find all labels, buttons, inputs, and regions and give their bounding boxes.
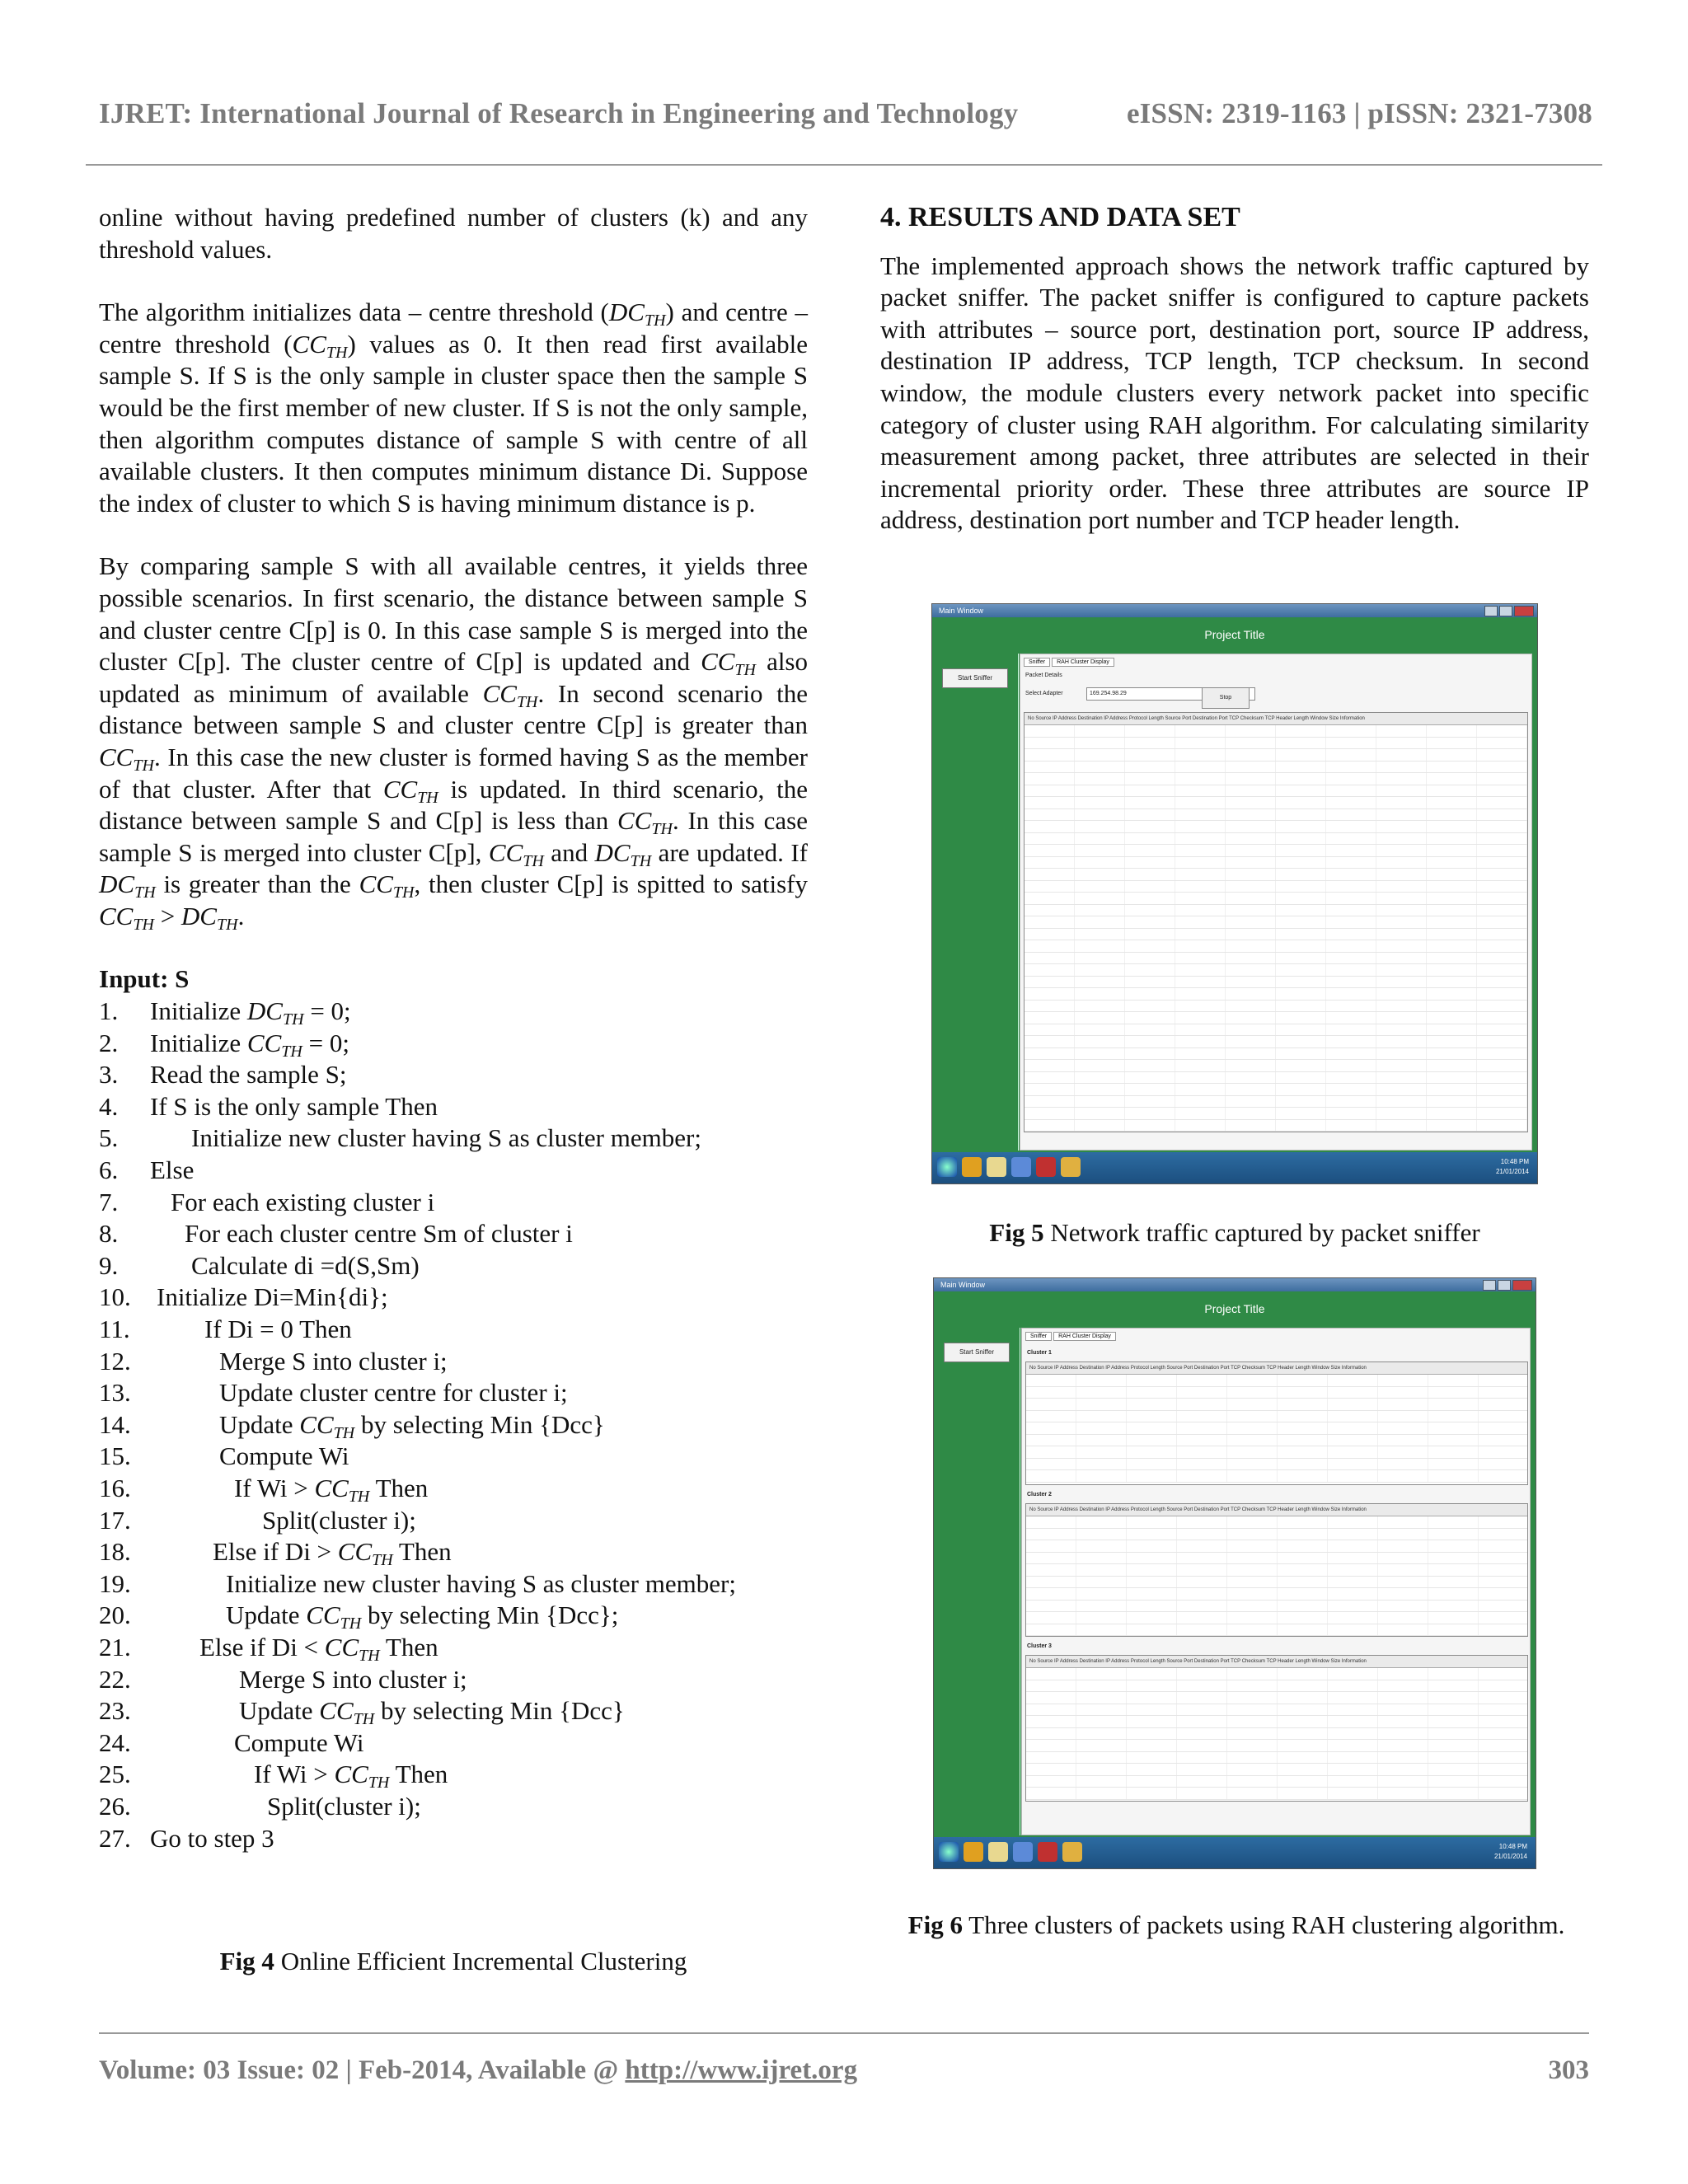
table-row — [1025, 881, 1527, 893]
table-row — [1026, 1435, 1527, 1447]
cluster-1-table — [1025, 1361, 1528, 1485]
cluster-2-label: Cluster 2 — [1027, 1492, 1052, 1497]
table-row — [1025, 797, 1527, 809]
algorithm-step: 3. Read the sample S; — [99, 1060, 347, 1090]
folder-icon — [988, 1842, 1008, 1862]
select-adapter-label: Select Adapter — [1025, 691, 1063, 696]
paragraph-1: online without having predefined number of clusters (k) and any threshold values. — [99, 203, 808, 264]
table-row — [1026, 1387, 1527, 1399]
table-row — [1025, 1120, 1527, 1132]
table-row — [1025, 1072, 1527, 1085]
table-row — [1026, 1601, 1527, 1613]
table-row — [1026, 1692, 1527, 1704]
fig6-screenshot — [933, 1277, 1536, 1869]
pdf-icon — [1038, 1842, 1057, 1862]
tab-sniffer[interactable]: Sniffer — [1025, 1332, 1052, 1341]
algorithm-step: 17. Split(cluster i); — [99, 1505, 416, 1535]
cluster-table-header: No Source IP Address Destination IP Address Protocol Length Source Port Destination Port TCP Checksum TCP Header Length Window Size Information — [1026, 1362, 1527, 1375]
algorithm-step: 22. Merge S into cluster i; — [99, 1664, 467, 1694]
project-title: Project Title — [934, 1293, 1536, 1324]
start-sniffer-button[interactable]: Start Sniffer — [944, 1343, 1010, 1362]
fig6-caption: Fig 6 Three clusters of packets using RAH clustering algorithm. — [907, 1910, 1565, 1939]
table-row — [1026, 1470, 1527, 1483]
left-column — [99, 202, 808, 1854]
packet-details-label: Packet Details — [1025, 673, 1062, 678]
table-row — [1025, 1036, 1527, 1048]
cluster-table-header: No Source IP Address Destination IP Address Protocol Length Source Port Destination Port TCP Checksum TCP Header Length Window Size Information — [1026, 1504, 1527, 1516]
running-header — [99, 97, 1592, 130]
algorithm-step: 25. If $Wi > CC_{TH}$ Then — [99, 1760, 448, 1793]
start-sniffer-button[interactable]: Start Sniffer — [942, 668, 1008, 688]
page-number: 303 — [1548, 2055, 1589, 2085]
table-row — [1025, 1048, 1527, 1061]
running-footer — [99, 2055, 1589, 2086]
algorithm-step: 15. Compute Wi — [99, 1441, 349, 1471]
window-titlebar: Main Window — [934, 1278, 1536, 1291]
table-row — [1025, 1108, 1527, 1120]
minimize-icon — [1483, 1280, 1496, 1291]
table-row — [1025, 749, 1527, 762]
table-row — [1025, 964, 1527, 977]
table-row — [1025, 977, 1527, 989]
table-row — [1026, 1411, 1527, 1423]
algorithm-step: 18. Else if $Di > CC_{TH}$ Then — [99, 1537, 452, 1570]
results-paragraph: The implemented approach shows the network traffic captured by packet sniffer. The packet sniffer is configured to capture packets with attributes – source port, destination port, source IP address, destination IP address, TCP length, TCP checksum. In second window, the module clusters every network packet into specific category of cluster using RAH algorithm. For calculating similarity measurement among packet, three attributes are selected in their incremental priority order. These three attributes are source IP address, destination port number and TCP header length. — [880, 251, 1589, 535]
fig5-caption: Fig 5 Network traffic captured by packet sniffer — [989, 1218, 1480, 1247]
taskbar — [932, 1152, 1537, 1183]
table-row — [1025, 821, 1527, 833]
algorithm-step: 9. Calculate di =d(S,Sm) — [99, 1250, 420, 1280]
table-row — [1025, 1024, 1527, 1037]
cluster-3-table — [1025, 1655, 1528, 1802]
sniffer-panel — [935, 1328, 1020, 1835]
volume-info: Volume: 03 Issue: 02 | Feb-2014, Available @ http://www.ijret.org — [99, 2055, 858, 2085]
paragraph-2: The algorithm initializes data – centre threshold $(DC_{TH})$ and centre – centre threshold $(CC_{TH})$ values as 0. It then read first available sample S. If S is the only sample in cluster space then the sample S would be the first member of new cluster. If S is not the only sample, then algorithm computes distance of sample S with centre of all available clusters. It then computes minimum distance Di. Suppose the index of cluster to which S is having minimum distance is p. — [99, 298, 809, 518]
table-row — [1026, 1788, 1527, 1800]
table-row — [1025, 929, 1527, 941]
tab-rah-cluster[interactable]: RAH Cluster Display — [1053, 1332, 1116, 1341]
cluster-table-header: No Source IP Address Destination IP Address Protocol Length Source Port Destination Port TCP Checksum TCP Header Length Window Size Information — [1026, 1656, 1527, 1668]
taskbar — [934, 1837, 1536, 1868]
table-row — [1025, 905, 1527, 917]
tab-rah-cluster[interactable]: RAH Cluster Display — [1052, 658, 1114, 667]
journal-link[interactable]: http://www.ijret.org — [625, 2055, 858, 2085]
algorithm-step: 12. Merge S into cluster i; — [99, 1346, 448, 1376]
right-column — [880, 202, 1589, 537]
packet-table — [1024, 712, 1528, 1132]
table-row — [1026, 1446, 1527, 1459]
system-clock: 10:48 PM 21/01/2014 — [1495, 1158, 1529, 1175]
table-row — [1026, 1375, 1527, 1387]
table-row — [1025, 893, 1527, 905]
chrome-icon — [964, 1842, 983, 1862]
algorithm-step: 10. Initialize Di=Min{di}; — [99, 1282, 388, 1312]
table-row — [1026, 1399, 1527, 1411]
table-row — [1026, 1577, 1527, 1589]
table-row — [1025, 988, 1527, 1001]
table-row — [1025, 953, 1527, 965]
start-orb-icon — [937, 1157, 957, 1177]
table-row — [1026, 1553, 1527, 1565]
table-row — [1026, 1740, 1527, 1752]
document-icon — [1013, 1842, 1033, 1862]
algorithm-step: 6. Else — [99, 1155, 195, 1185]
table-row — [1026, 1728, 1527, 1741]
algorithm-step: 26. Split(cluster i); — [99, 1791, 421, 1821]
algorithm-step: 19. Initialize new cluster having S as cluster member; — [99, 1568, 736, 1598]
algorithm-listing — [99, 996, 808, 1854]
table-row — [1025, 1012, 1527, 1024]
algorithm-step: 14. Update $CC_{TH}$ by selecting Min {Dcc} — [99, 1409, 605, 1442]
window-titlebar: Main Window — [932, 604, 1537, 617]
table-row — [1025, 916, 1527, 929]
table-row — [1025, 857, 1527, 869]
table-row — [1026, 1752, 1527, 1765]
adapter-select[interactable]: 169.254.98.29 — [1086, 687, 1255, 701]
app-icon — [1062, 1842, 1082, 1862]
fig4-caption: Fig 4 Online Efficient Incremental Clustering — [219, 1947, 687, 1975]
table-row — [1026, 1776, 1527, 1788]
maximize-icon — [1498, 1280, 1511, 1291]
journal-title: IJRET: International Journal of Research in Engineering and Technology — [99, 97, 1019, 129]
section-heading: 4. RESULTS AND DATA SET — [880, 202, 1240, 232]
cluster-1-label: Cluster 1 — [1027, 1350, 1052, 1356]
table-row — [1026, 1516, 1527, 1529]
algorithm-step: 1. Initialize $DC_{TH} = 0$; — [99, 996, 351, 1029]
table-row — [1026, 1422, 1527, 1435]
table-row — [1026, 1624, 1527, 1637]
fig5-screenshot — [931, 603, 1538, 1184]
table-row — [1025, 1084, 1527, 1096]
folder-icon — [987, 1157, 1006, 1177]
pdf-icon — [1036, 1157, 1056, 1177]
table-row — [1025, 1001, 1527, 1013]
issn: eISSN: 2319-1163 | pISSN: 2321-7308 — [1126, 97, 1592, 129]
header-rule — [86, 164, 1602, 166]
algorithm-step: 21. Else if $Di < CC_{TH}$ Then — [99, 1632, 438, 1665]
table-row — [1025, 738, 1527, 750]
algorithm-step: 16. If $Wi > CC_{TH}$ Then — [99, 1473, 429, 1506]
algorithm-step: 24. Compute Wi — [99, 1727, 364, 1757]
close-icon — [1512, 1280, 1532, 1291]
algorithm-step: 11. If Di = 0 Then — [99, 1315, 352, 1343]
table-row — [1025, 1060, 1527, 1072]
table-row — [1025, 940, 1527, 953]
cluster-workarea — [1021, 1328, 1531, 1835]
algorithm-step: 7. For each existing cluster i — [99, 1187, 435, 1216]
table-row — [1025, 725, 1527, 738]
project-title: Project Title — [932, 619, 1537, 650]
algorithm-input: Input: S — [99, 964, 190, 994]
table-row — [1026, 1612, 1527, 1624]
document-icon — [1011, 1157, 1031, 1177]
footer-rule — [99, 2032, 1589, 2034]
table-row — [1026, 1529, 1527, 1541]
algorithm-step: 23. Update $CC_{TH}$ by selecting Min {Dcc} — [99, 1696, 625, 1729]
table-row — [1026, 1540, 1527, 1553]
table-row — [1026, 1459, 1527, 1471]
table-row — [1025, 869, 1527, 881]
table-row — [1026, 1588, 1527, 1601]
packet-table-header: No Source IP Address Destination IP Address Protocol Length Source Port Destination Port TCP Checksum TCP Header Length Window Size Information — [1025, 713, 1527, 725]
algorithm-step: 5. Initialize new cluster having S as cluster member; — [99, 1123, 701, 1153]
algorithm-step: 13. Update cluster centre for cluster i; — [99, 1378, 568, 1408]
table-row — [1026, 1680, 1527, 1693]
table-row — [1026, 1704, 1527, 1717]
algorithm-step: 2. Initialize $CC_{TH} = 0$; — [99, 1028, 349, 1061]
table-row — [1025, 845, 1527, 857]
cluster-2-table — [1025, 1503, 1528, 1637]
sniffer-workarea — [1020, 654, 1532, 1151]
table-row — [1026, 1764, 1527, 1776]
algorithm-step: 4. If S is the only sample Then — [99, 1091, 438, 1121]
algorithm-step: 20. Update $CC_{TH}$ by selecting Min {Dcc}; — [99, 1601, 619, 1633]
table-row — [1025, 785, 1527, 798]
table-row — [1025, 1096, 1527, 1108]
start-orb-icon — [939, 1842, 959, 1862]
table-row — [1025, 762, 1527, 774]
app-icon — [1061, 1157, 1081, 1177]
tab-sniffer[interactable]: Sniffer — [1024, 658, 1050, 667]
close-icon — [1514, 606, 1534, 616]
stop-button[interactable]: Stop — [1202, 687, 1250, 709]
minimize-icon — [1484, 606, 1498, 616]
table-row — [1025, 809, 1527, 822]
table-row — [1026, 1564, 1527, 1577]
table-row — [1025, 773, 1527, 785]
chrome-icon — [962, 1157, 982, 1177]
table-row — [1026, 1716, 1527, 1728]
algorithm-step: 8. For each cluster centre Sm of cluster i — [99, 1219, 573, 1249]
algorithm-step: 27. Go to step 3 — [99, 1823, 274, 1853]
maximize-icon — [1499, 606, 1512, 616]
sniffer-panel — [934, 654, 1019, 1151]
system-clock: 10:48 PM 21/01/2014 — [1493, 1843, 1527, 1860]
table-row — [1026, 1668, 1527, 1680]
paragraph-3: By comparing sample S with all available centres, it yields three possible scenarios. In first scenario, the distance between sample S and cluster centre C[p] is 0. In this case sample S is merged into the cluster C[p]. The cluster centre of C[p] is updated and $CC_{TH}$ also updated as minimum of available $CC_{TH}$. In second scenario the distance between sample S and cluster centre C[p] is greater than $CC_{TH}$. In this case the new cluster is formed having S as the member of that cluster. After that $CC_{TH}$ is updated. In third scenario, the distance between sample S and C[p] is less than $CC_{TH}$. In this case sample S is merged into cluster C[p], $CC_{TH}$ and $DC_{TH}$ are updated. If $DC_{TH}$ is greater than the $CC_{TH}$, then cluster C[p] is spitted to satisfy $CC_{TH} > DC_{TH}$. — [99, 551, 809, 934]
cluster-3-label: Cluster 3 — [1027, 1643, 1052, 1649]
table-row — [1025, 833, 1527, 846]
